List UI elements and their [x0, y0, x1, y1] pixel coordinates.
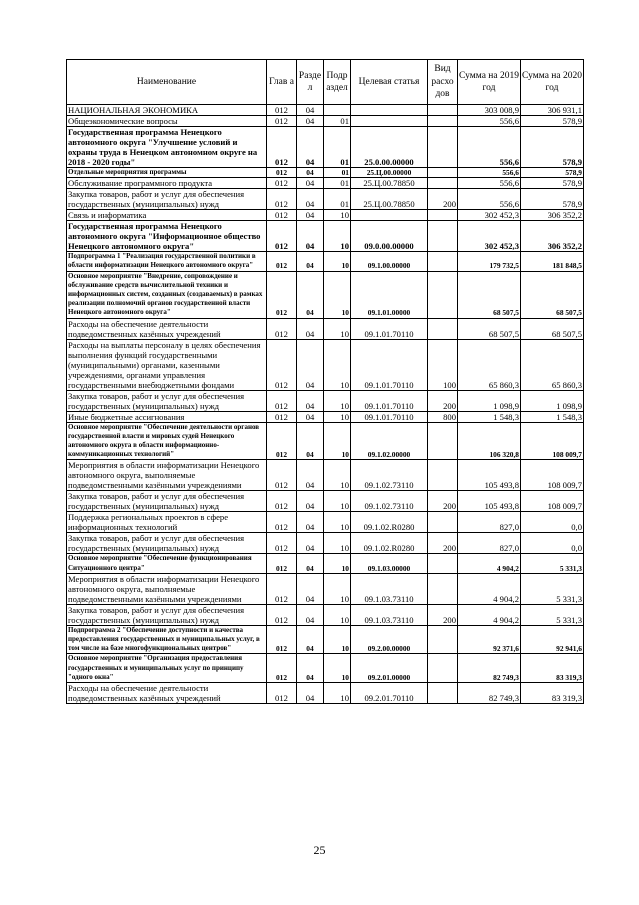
row-section-cell: 04 [297, 178, 324, 189]
row-sum-2020-cell: 181 848,5 [521, 252, 584, 271]
row-sum-2019-cell: 556,6 [458, 168, 521, 178]
row-target-cell: 09.1.03.73110 [351, 604, 428, 625]
row-subsection-cell: 01 [324, 189, 351, 210]
row-sum-2020-cell: 5 331,3 [521, 573, 584, 604]
row-subsection-cell: 10 [324, 271, 351, 318]
row-section-cell: 04 [297, 210, 324, 221]
row-sum-2020-cell: 578,9 [521, 178, 584, 189]
row-target-cell: 09.1.01.70110 [351, 390, 428, 411]
table-row [67, 422, 584, 460]
table-row [67, 178, 584, 189]
row-chapter-cell: 012 [267, 116, 297, 127]
row-name-cell: Основное мероприятие "Внедрение, сопровождение и обслуживание средств вычислительной техники и информационных систем, созданных (создаваемых) в рамках реализации полномочий органов государственной власти Ненецкого автономного округа" [67, 271, 267, 318]
row-section-cell: 04 [297, 573, 324, 604]
row-sum-2020-cell: 108 009,7 [521, 422, 584, 460]
row-sum-2020-cell: 65 860,3 [521, 339, 584, 390]
row-target-cell: 09.1.02.73110 [351, 460, 428, 491]
row-section-cell: 04 [297, 491, 324, 512]
row-name-cell: Мероприятия в области информатизации Ненецкого автономного округа, выполняемые подведомственными казёнными учреждениями [67, 573, 267, 604]
row-section-cell: 04 [297, 105, 324, 116]
row-section-cell: 04 [297, 422, 324, 460]
row-chapter-cell: 012 [267, 573, 297, 604]
row-name-cell: Подпрограмма 1 "Реализация государственной политики в области информатизации Ненецкого автономного округа" [67, 252, 267, 271]
row-section-cell: 04 [297, 512, 324, 533]
budget-table [66, 59, 584, 704]
table-row [67, 390, 584, 411]
row-section-cell: 04 [297, 252, 324, 271]
row-subsection-cell: 01 [324, 178, 351, 189]
row-expense-type-cell [428, 683, 458, 704]
row-sum-2020-cell: 83 319,3 [521, 654, 584, 683]
row-sum-2020-cell: 5 331,3 [521, 604, 584, 625]
row-expense-type-cell [428, 554, 458, 573]
table-row [67, 116, 584, 127]
header-sum-2020: Сумма на 2020 год [521, 60, 584, 105]
table-row [67, 683, 584, 704]
row-chapter-cell: 012 [267, 127, 297, 168]
row-expense-type-cell [428, 654, 458, 683]
header-name: Наименование [67, 60, 267, 105]
row-sum-2020-cell: 306 352,2 [521, 221, 584, 252]
row-section-cell: 04 [297, 683, 324, 704]
table-row [67, 271, 584, 318]
table-row [67, 411, 584, 422]
row-target-cell [351, 116, 428, 127]
row-sum-2019-cell: 179 732,5 [458, 252, 521, 271]
row-sum-2019-cell: 4 904,2 [458, 554, 521, 573]
row-name-cell: Расходы на обеспечение деятельности подведомственных казённых учреждений [67, 683, 267, 704]
row-subsection-cell: 01 [324, 116, 351, 127]
row-expense-type-cell: 800 [428, 411, 458, 422]
row-section-cell: 04 [297, 533, 324, 554]
row-target-cell: 09.1.02.R0280 [351, 533, 428, 554]
table-body [67, 105, 584, 704]
header-section: Разде л [297, 60, 324, 105]
row-sum-2019-cell: 82 749,3 [458, 654, 521, 683]
row-sum-2019-cell: 68 507,5 [458, 271, 521, 318]
table-row [67, 654, 584, 683]
row-chapter-cell: 012 [267, 491, 297, 512]
row-expense-type-cell [428, 252, 458, 271]
table-row [67, 318, 584, 339]
budget-table-container [66, 59, 583, 704]
row-chapter-cell: 012 [267, 339, 297, 390]
row-name-cell: Общеэкономические вопросы [67, 116, 267, 127]
row-name-cell: Основное мероприятие "Обеспечение функционирования Ситуационного центра" [67, 554, 267, 573]
row-sum-2019-cell: 1 548,3 [458, 411, 521, 422]
row-expense-type-cell [428, 512, 458, 533]
table-row [67, 127, 584, 168]
row-target-cell: 09.2.01.70110 [351, 683, 428, 704]
row-subsection-cell: 10 [324, 625, 351, 654]
row-sum-2020-cell: 578,9 [521, 189, 584, 210]
row-expense-type-cell [428, 127, 458, 168]
row-sum-2019-cell: 302 452,3 [458, 210, 521, 221]
row-target-cell: 09.1.01.70110 [351, 339, 428, 390]
row-subsection-cell: 01 [324, 168, 351, 178]
row-name-cell: Государственная программа Ненецкого автономного округа "Улучшение условий и охраны труда в Ненецком автономном округе на 2018 - 2020 годы" [67, 127, 267, 168]
row-sum-2020-cell: 68 507,5 [521, 271, 584, 318]
row-subsection-cell: 10 [324, 491, 351, 512]
row-section-cell: 04 [297, 339, 324, 390]
table-row [67, 210, 584, 221]
row-target-cell: 09.1.01.70110 [351, 411, 428, 422]
row-section-cell: 04 [297, 189, 324, 210]
row-name-cell: Иные бюджетные ассигнования [67, 411, 267, 422]
row-subsection-cell: 10 [324, 411, 351, 422]
header-target-article: Целевая статья [351, 60, 428, 105]
table-row [67, 168, 584, 178]
row-name-cell: Закупка товаров, работ и услуг для обеспечения государственных (муниципальных) нужд [67, 533, 267, 554]
row-subsection-cell: 10 [324, 460, 351, 491]
row-target-cell: 09.1.02.00000 [351, 422, 428, 460]
row-target-cell: 25.Ц.00.78850 [351, 178, 428, 189]
header-row [67, 60, 584, 105]
row-expense-type-cell: 200 [428, 390, 458, 411]
row-section-cell: 04 [297, 318, 324, 339]
row-chapter-cell: 012 [267, 533, 297, 554]
row-target-cell: 09.1.00.00000 [351, 252, 428, 271]
row-subsection-cell: 10 [324, 339, 351, 390]
row-expense-type-cell [428, 210, 458, 221]
row-name-cell: Расходы на обеспечение деятельности подведомственных казённых учреждений [67, 318, 267, 339]
row-target-cell: 09.0.00.00000 [351, 221, 428, 252]
row-expense-type-cell [428, 168, 458, 178]
table-row [67, 512, 584, 533]
row-target-cell: 09.1.03.00000 [351, 554, 428, 573]
row-name-cell: Обслуживание программного продукта [67, 178, 267, 189]
table-row [67, 491, 584, 512]
row-sum-2019-cell: 827,0 [458, 512, 521, 533]
row-sum-2020-cell: 306 352,2 [521, 210, 584, 221]
row-chapter-cell: 012 [267, 625, 297, 654]
row-subsection-cell: 01 [324, 127, 351, 168]
table-row [67, 189, 584, 210]
row-subsection-cell: 10 [324, 221, 351, 252]
row-name-cell: Мероприятия в области информатизации Ненецкого автономного округа, выполняемые подведомственными казёнными учреждениями [67, 460, 267, 491]
row-expense-type-cell [428, 422, 458, 460]
row-expense-type-cell: 200 [428, 491, 458, 512]
row-expense-type-cell [428, 105, 458, 116]
row-subsection-cell: 10 [324, 654, 351, 683]
table-row [67, 221, 584, 252]
row-sum-2020-cell: 578,9 [521, 168, 584, 178]
table-row [67, 339, 584, 390]
row-chapter-cell: 012 [267, 604, 297, 625]
row-target-cell: 25.Ц.00.00000 [351, 168, 428, 178]
row-name-cell: Закупка товаров, работ и услуг для обеспечения государственных (муниципальных) нужд [67, 491, 267, 512]
row-target-cell: 09.1.01.00000 [351, 271, 428, 318]
row-expense-type-cell [428, 221, 458, 252]
row-chapter-cell: 012 [267, 105, 297, 116]
row-sum-2019-cell: 556,6 [458, 178, 521, 189]
row-expense-type-cell [428, 178, 458, 189]
row-target-cell [351, 210, 428, 221]
row-expense-type-cell: 100 [428, 339, 458, 390]
row-subsection-cell: 10 [324, 604, 351, 625]
row-subsection-cell: 10 [324, 554, 351, 573]
row-expense-type-cell [428, 318, 458, 339]
table-row [67, 252, 584, 271]
row-sum-2020-cell: 83 319,3 [521, 683, 584, 704]
row-sum-2019-cell: 106 320,8 [458, 422, 521, 460]
row-subsection-cell: 10 [324, 318, 351, 339]
row-name-cell: Государственная программа Ненецкого автономного округа "Информационное общество Ненецкого автономного округа" [67, 221, 267, 252]
row-chapter-cell: 012 [267, 271, 297, 318]
row-sum-2020-cell: 0,0 [521, 533, 584, 554]
row-target-cell [351, 105, 428, 116]
row-chapter-cell: 012 [267, 460, 297, 491]
row-subsection-cell: 10 [324, 210, 351, 221]
row-name-cell: Закупка товаров, работ и услуг для обеспечения государственных (муниципальных) нужд [67, 604, 267, 625]
row-expense-type-cell: 200 [428, 604, 458, 625]
row-chapter-cell: 012 [267, 210, 297, 221]
row-target-cell: 09.2.00.00000 [351, 625, 428, 654]
table-row [67, 604, 584, 625]
row-section-cell: 04 [297, 460, 324, 491]
table-row [67, 573, 584, 604]
header-expense-type: Вид расхо дов [428, 60, 458, 105]
table-row [67, 460, 584, 491]
row-sum-2020-cell: 108 009,7 [521, 491, 584, 512]
row-name-cell: Закупка товаров, работ и услуг для обеспечения государственных (муниципальных) нужд [67, 390, 267, 411]
row-sum-2019-cell: 556,6 [458, 127, 521, 168]
row-name-cell: Подпрограмма 2 "Обеспечение доступности и качества предоставления государственных и муниципальных услуг, в том числе на базе многофункциональных центров" [67, 625, 267, 654]
row-name-cell: НАЦИОНАЛЬНАЯ ЭКОНОМИКА [67, 105, 267, 116]
row-chapter-cell: 012 [267, 411, 297, 422]
row-name-cell: Основное мероприятие "Обеспечение деятельности органов государственной власти и мировых судей Ненецкого автономного округа в области информационно-коммуникационных технологий" [67, 422, 267, 460]
row-chapter-cell: 012 [267, 168, 297, 178]
row-sum-2019-cell: 827,0 [458, 533, 521, 554]
row-sum-2019-cell: 302 452,3 [458, 221, 521, 252]
row-chapter-cell: 012 [267, 252, 297, 271]
row-expense-type-cell [428, 271, 458, 318]
row-sum-2020-cell: 578,9 [521, 127, 584, 168]
row-section-cell: 04 [297, 168, 324, 178]
row-subsection-cell: 10 [324, 533, 351, 554]
page-number: 25 [313, 843, 326, 857]
table-row [67, 625, 584, 654]
table-row [67, 105, 584, 116]
row-chapter-cell: 012 [267, 654, 297, 683]
row-target-cell: 25.Ц.00.78850 [351, 189, 428, 210]
row-name-cell: Связь и информатика [67, 210, 267, 221]
row-name-cell: Основное мероприятие "Организация предоставления государственных и муниципальных услуг по принципу "одного окна" [67, 654, 267, 683]
row-subsection-cell: 10 [324, 683, 351, 704]
row-sum-2019-cell: 105 493,8 [458, 491, 521, 512]
row-expense-type-cell: 200 [428, 533, 458, 554]
row-target-cell: 09.1.01.70110 [351, 318, 428, 339]
row-sum-2019-cell: 105 493,8 [458, 460, 521, 491]
row-chapter-cell: 012 [267, 390, 297, 411]
row-name-cell: Расходы на выплаты персоналу в целях обеспечения выполнения функций государственными (муниципальными) органами, казенными учреждениями, органами управления государственными внебюджетными фондами [67, 339, 267, 390]
row-sum-2020-cell: 5 331,3 [521, 554, 584, 573]
row-sum-2019-cell: 556,6 [458, 116, 521, 127]
row-sum-2020-cell: 92 941,6 [521, 625, 584, 654]
header-subsection: Подр аздел [324, 60, 351, 105]
row-section-cell: 04 [297, 271, 324, 318]
row-section-cell: 04 [297, 604, 324, 625]
row-subsection-cell [324, 105, 351, 116]
row-target-cell: 09.1.02.R0280 [351, 512, 428, 533]
row-target-cell: 25.0.00.00000 [351, 127, 428, 168]
row-sum-2019-cell: 1 098,9 [458, 390, 521, 411]
row-sum-2020-cell: 0,0 [521, 512, 584, 533]
row-sum-2020-cell: 1 098,9 [521, 390, 584, 411]
row-section-cell: 04 [297, 654, 324, 683]
row-name-cell: Отдельные мероприятия программы [67, 168, 267, 178]
row-chapter-cell: 012 [267, 683, 297, 704]
row-sum-2020-cell: 68 507,5 [521, 318, 584, 339]
row-sum-2019-cell: 65 860,3 [458, 339, 521, 390]
row-sum-2020-cell: 306 931,1 [521, 105, 584, 116]
row-sum-2019-cell: 4 904,2 [458, 604, 521, 625]
row-sum-2019-cell: 92 371,6 [458, 625, 521, 654]
row-chapter-cell: 012 [267, 178, 297, 189]
row-name-cell: Закупка товаров, работ и услуг для обеспечения государственных (муниципальных) нужд [67, 189, 267, 210]
header-chapter: Глав а [267, 60, 297, 105]
row-expense-type-cell [428, 116, 458, 127]
row-section-cell: 04 [297, 221, 324, 252]
row-section-cell: 04 [297, 554, 324, 573]
row-subsection-cell: 10 [324, 252, 351, 271]
row-chapter-cell: 012 [267, 512, 297, 533]
row-expense-type-cell [428, 625, 458, 654]
row-section-cell: 04 [297, 625, 324, 654]
row-chapter-cell: 012 [267, 221, 297, 252]
row-sum-2019-cell: 303 008,9 [458, 105, 521, 116]
row-chapter-cell: 012 [267, 189, 297, 210]
row-section-cell: 04 [297, 390, 324, 411]
row-expense-type-cell [428, 573, 458, 604]
row-sum-2019-cell: 82 749,3 [458, 683, 521, 704]
header-sum-2019: Сумма на 2019 год [458, 60, 521, 105]
row-expense-type-cell: 200 [428, 189, 458, 210]
row-subsection-cell: 10 [324, 512, 351, 533]
row-chapter-cell: 012 [267, 554, 297, 573]
table-row [67, 554, 584, 573]
row-subsection-cell: 10 [324, 573, 351, 604]
row-section-cell: 04 [297, 127, 324, 168]
row-target-cell: 09.1.02.73110 [351, 491, 428, 512]
row-sum-2020-cell: 578,9 [521, 116, 584, 127]
row-sum-2020-cell: 1 548,3 [521, 411, 584, 422]
row-sum-2019-cell: 68 507,5 [458, 318, 521, 339]
row-sum-2019-cell: 556,6 [458, 189, 521, 210]
row-name-cell: Поддержка региональных проектов в сфере информационных технологий [67, 512, 267, 533]
row-section-cell: 04 [297, 411, 324, 422]
row-chapter-cell: 012 [267, 318, 297, 339]
row-sum-2019-cell: 4 904,2 [458, 573, 521, 604]
row-chapter-cell: 012 [267, 422, 297, 460]
row-target-cell: 09.2.01.00000 [351, 654, 428, 683]
table-row [67, 533, 584, 554]
row-section-cell: 04 [297, 116, 324, 127]
row-expense-type-cell [428, 460, 458, 491]
row-subsection-cell: 10 [324, 422, 351, 460]
row-subsection-cell: 10 [324, 390, 351, 411]
row-sum-2020-cell: 108 009,7 [521, 460, 584, 491]
row-target-cell: 09.1.03.73110 [351, 573, 428, 604]
